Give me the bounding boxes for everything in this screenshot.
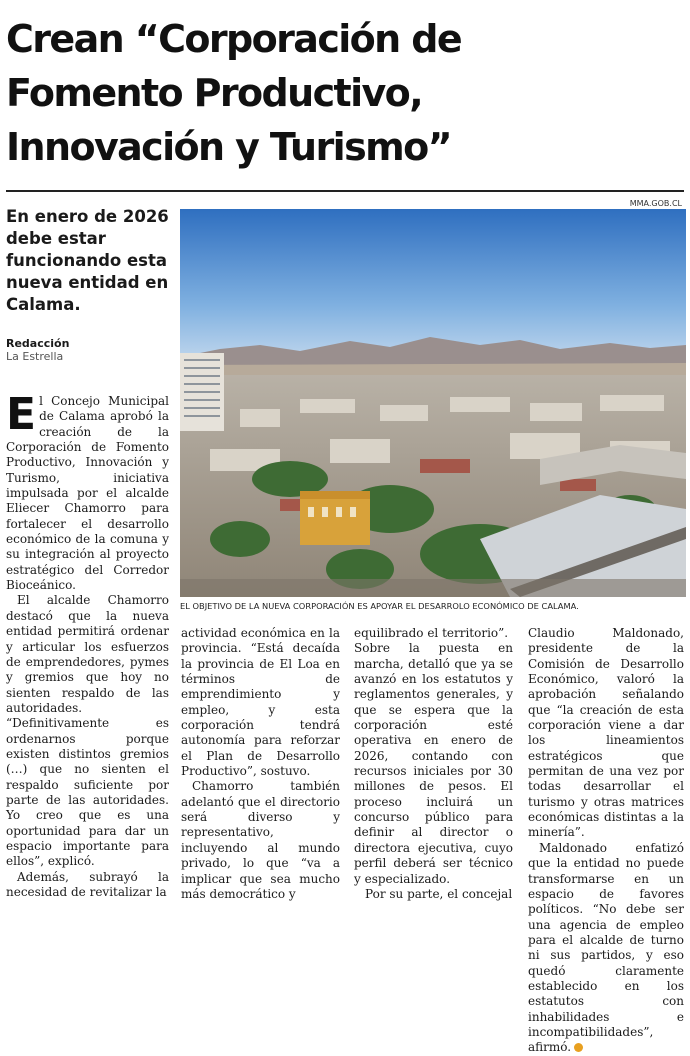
byline (6, 337, 69, 363)
photo-credit: MMA.GOB.CL (629, 199, 682, 208)
paragraph-3-continued: actividad económica en la provincia. “Está decaída la provincia de El Loa en términos de emprendimiento y empleo, y esta corporación tendrá autonomía para reforzar el Plan de Desarrollo Productivo”, sostuvo. (181, 626, 340, 779)
paragraph-6: Por su parte, el concejal (365, 886, 513, 901)
article-column-1 (6, 389, 169, 900)
paragraph-7 (528, 841, 684, 1056)
paragraph-7-text: Maldonado enfatizó que la entidad no puede transformarse en un espacio de favores políticos. “No debe ser una agencia de empleo para el alcalde de turno ni sus partidos, y eso quedó claramente establecido en los estatutos con inhabilidades e incompatibilidades”, afirmó. (528, 840, 684, 1055)
paragraph-1 (6, 389, 169, 593)
paragraph-3: Además, subrayó la necesidad de revitalizar la (6, 869, 169, 899)
byline-author: Redacción (6, 337, 70, 350)
headline-line-2: Fomento Productivo, (6, 71, 423, 115)
headline-line-3: Innovación y Turismo” (6, 125, 451, 169)
paragraph-2: El alcalde Chamorro destacó que la nueva entidad permitirá ordenar y articular los esfuerzos de emprendedores, pymes y gremios que hoy no sienten respaldo de las autoridades. “Definitivamente es ordenarnos porque existen distintos gremios (…) que no sienten el respaldo suficiente por parte de las autoridades. Yo creo que es una oportunidad para dar un espacio importante para ellos”, explicó. (6, 593, 169, 869)
byline-outlet: La Estrella (6, 350, 64, 363)
headline-line-1: Crean “Corporación de (6, 17, 462, 61)
drop-cap: E (6, 389, 37, 440)
paragraph-5-continued: Sobre la puesta en marcha, detalló que ya se avanzó en los estatutos y reglamentos generales, y que se espera que la corporación esté operativa en enero de 2026, contando con recursos iniciales por 30 millones de pesos. El proceso incluirá un concurso público para definir al director o directora ejecutiva, cuyo perfil deberá ser técnico y especializado. (354, 641, 513, 886)
article-column-3 (354, 626, 513, 902)
photo-caption: EL OBJETIVO DE LA NUEVA CORPORACIÓN ES APOYAR EL DESARROLO ECONÓMICO DE CALAMA. (180, 601, 579, 611)
article-column-2 (181, 626, 340, 902)
headline (6, 12, 686, 174)
lead-summary: En enero de 2026 debe estar funcionando esta nueva entidad en Calama. (6, 207, 169, 314)
headline-rule (6, 190, 684, 192)
paragraph-6-continued: Claudio Maldonado, presidente de la Comisión de Desarrollo Económico, valoró la aprobación señalando que “la creación de esta corporación viene a dar los lineamientos estratégicos que permitan de una vez por todas desarrollar el turismo y otras matrices económicas distintas a la minería”. (528, 626, 684, 840)
paragraph-4-continued: equilibrado el territorio”. (354, 626, 509, 640)
paragraph-4: Chamorro también adelantó que el directorio será diverso y representativo, incluyendo al mundo privado, lo que “va a implicar que sea mucho más democrático y (181, 779, 340, 901)
article-column-4 (528, 626, 684, 1056)
paragraph-1-text: l Concejo Municipal de Calama aprobó la creación de la Corporación de Fomento Productivo, Innovación y Turismo, iniciativa impulsada por el alcalde Eliecer Chamorro para fortalecer el desarrollo económico de la comuna y su integración al proyecto estratégico del Corredor Bioceánico. (6, 394, 169, 593)
city-photo (180, 209, 686, 597)
end-mark-icon (574, 1043, 583, 1052)
